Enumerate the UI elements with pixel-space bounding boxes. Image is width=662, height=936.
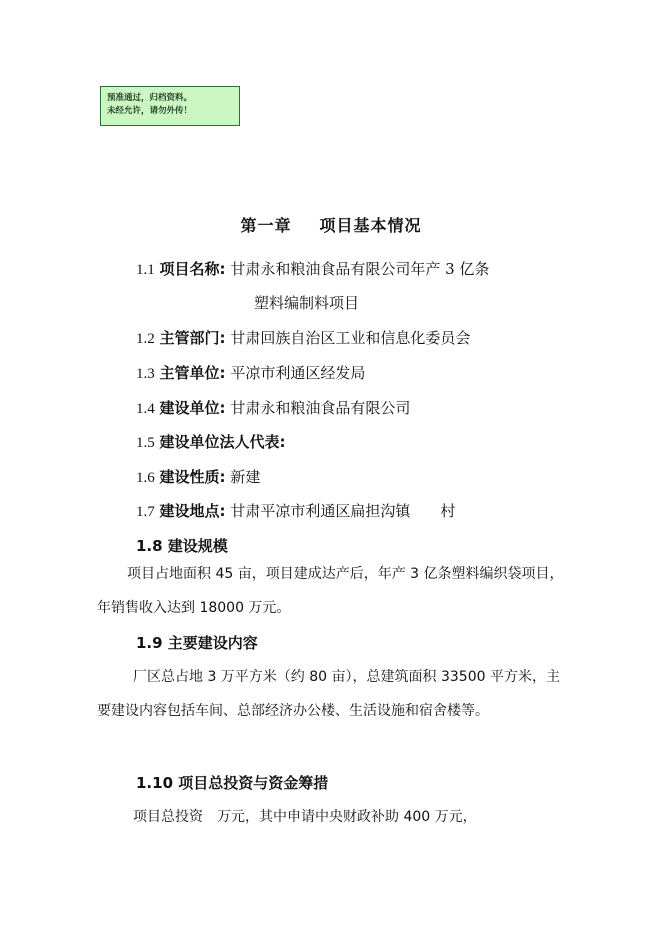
item-label: 建设性质:: [159, 468, 226, 486]
section-text-1-9: 厂区总占地 3 万平方米（约 80 亩），总建筑面积 33500 平方米，主要建设内容包括车间、总部经济办公楼、生活设施和宿舍楼等。: [97, 669, 560, 719]
approval-stamp: [100, 86, 240, 126]
item-number: 1.3: [136, 366, 155, 382]
item-label: 建设单位:: [159, 399, 226, 417]
section-text-1-8: 项目占地面积 45 亩，项目建成达产后，年产 3 亿条塑料编织袋项目，年销售收入达到 18000 万元。: [97, 566, 564, 616]
item-value: 甘肃永和粮油食品有限公司年产 3 亿条: [230, 260, 490, 278]
stamp-line-1: 预准通过，归档资料。: [107, 93, 193, 103]
item-supervising-unit: [136, 362, 365, 383]
item-construction-nature: [136, 466, 260, 487]
item-value: 平凉市利通区经发局: [230, 364, 366, 382]
item-label: 项目名称:: [159, 260, 226, 278]
section-text-1-10: 项目总投资 万元，其中申请中央财政补助 400 万元，: [133, 809, 477, 825]
item-value: 新建: [230, 468, 261, 486]
stamp-line-2: 未经允许，请勿外传！: [107, 106, 193, 116]
item-construction-unit: [136, 397, 410, 418]
item-label: 建设地点:: [159, 502, 226, 520]
item-value: 甘肃回族自治区工业和信息化委员会: [230, 329, 471, 347]
item-legal-representative: [136, 431, 286, 452]
item-value: 甘肃平凉市利通区扁担沟镇 村: [230, 502, 456, 520]
section-heading-1-8: 1.8 建设规模: [136, 537, 228, 555]
chapter-title: [0, 213, 662, 236]
item-construction-location: [136, 500, 455, 521]
item-label: 建设单位法人代表:: [159, 433, 286, 451]
section-heading-1-9: 1.9 主要建设内容: [136, 634, 258, 652]
item-number: 1.1: [136, 262, 155, 278]
item-label: 主管部门:: [159, 329, 226, 347]
chapter-number: 第一章: [240, 216, 292, 235]
item-label: 主管单位:: [159, 364, 226, 382]
item-number: 1.2: [136, 331, 155, 347]
item-project-name-continued: 塑料编制料项目: [254, 294, 360, 312]
item-number: 1.5: [136, 435, 155, 451]
item-project-name: [136, 258, 489, 279]
item-number: 1.6: [136, 470, 155, 486]
item-number: 1.4: [136, 401, 155, 417]
item-supervising-department: [136, 327, 470, 348]
section-heading-1-10: 1.10 项目总投资与资金筹措: [136, 774, 329, 792]
chapter-name: 项目基本情况: [319, 216, 422, 235]
item-value: 甘肃永和粮油食品有限公司: [230, 399, 411, 417]
item-number: 1.7: [136, 504, 155, 520]
